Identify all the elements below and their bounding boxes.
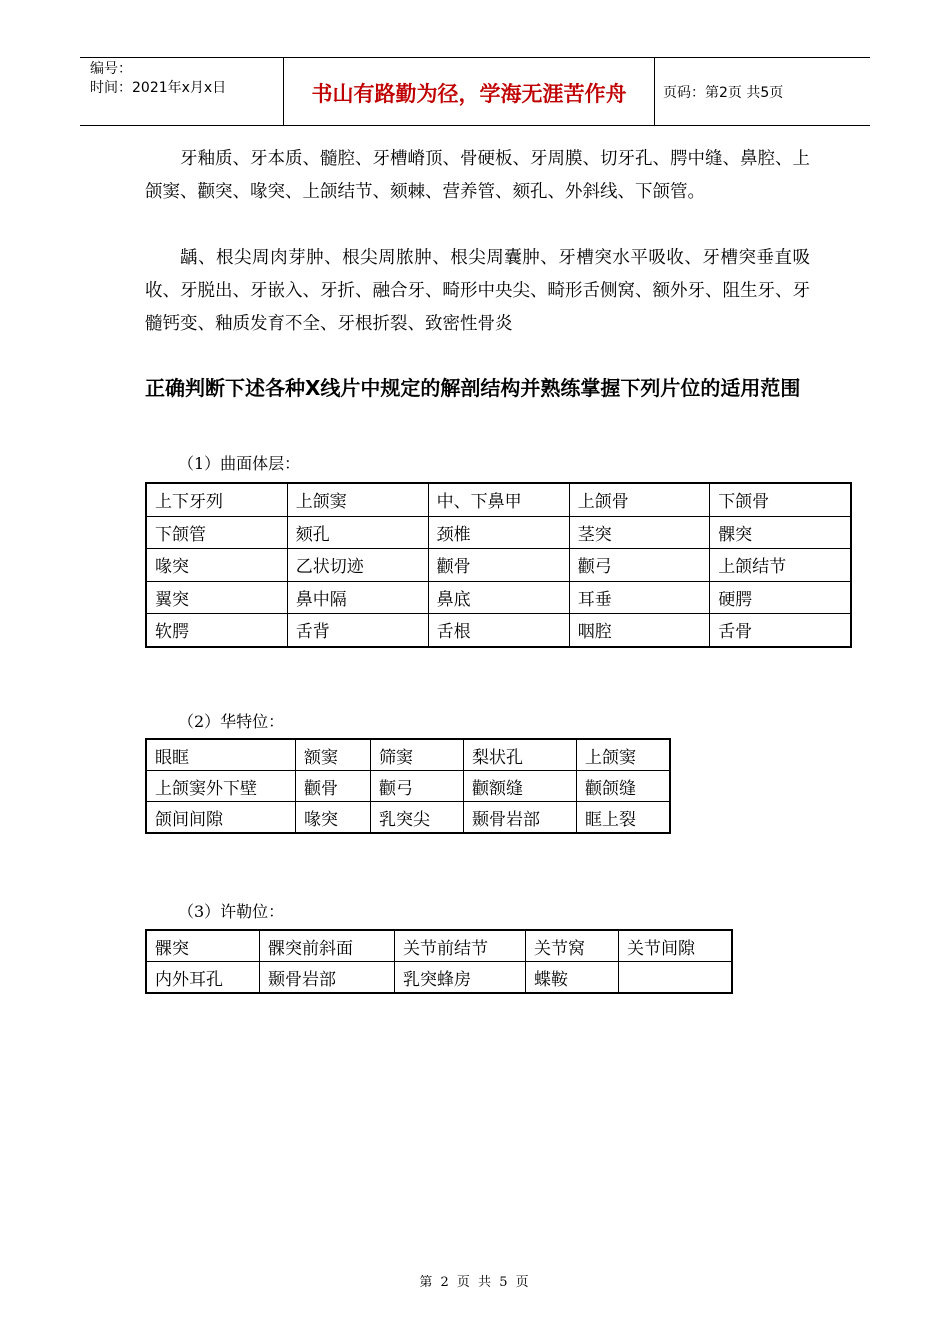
section2-label: （2）华特位： xyxy=(178,712,285,731)
table-cell: 咽腔 xyxy=(569,614,709,647)
table-cell: 颞骨岩部 xyxy=(464,802,577,834)
paragraph-pathology-terms: 龋、根尖周肉芽肿、根尖周脓肿、根尖周囊肿、牙槽突水平吸收、牙槽突垂直吸收、牙脱出、牙嵌入、牙折、融合牙、畸形中央尖、畸形舌侧窝、额外牙、阻生牙、牙髓钙变、釉质发育不全、牙根折裂、致密性骨炎 xyxy=(145,248,810,334)
table-cell: 髁突 xyxy=(710,516,851,549)
table-cell: 下颌管 xyxy=(146,516,287,549)
table-cell: 筛窦 xyxy=(371,739,464,771)
table-cell: 颧弓 xyxy=(371,771,464,802)
table-row xyxy=(146,962,732,994)
table-cell: 上颌结节 xyxy=(710,549,851,582)
table-cell: 眶上裂 xyxy=(577,802,671,834)
table-cell: 髁突 xyxy=(146,930,260,962)
table-cell xyxy=(619,962,733,994)
table-cell: 颧骨 xyxy=(428,549,569,582)
table-cell: 乳突尖 xyxy=(371,802,464,834)
table-cell: 乙状切迹 xyxy=(287,549,428,582)
table-cell: 乳突蜂房 xyxy=(395,962,526,994)
table-cell: 颈椎 xyxy=(428,516,569,549)
table-cell: 舌骨 xyxy=(710,614,851,647)
section3-label: （3）许勒位： xyxy=(178,902,285,921)
table-cell: 翼突 xyxy=(146,581,287,614)
footer-page-number: 第 2 页 共 5 页 xyxy=(419,1275,531,1290)
table-cell: 舌背 xyxy=(287,614,428,647)
table-cell: 梨状孔 xyxy=(464,739,577,771)
header-divider-right xyxy=(654,57,655,125)
header-page-info: 页码：第2页 共5页 xyxy=(663,85,784,101)
table-row xyxy=(146,771,670,802)
table-cell: 内外耳孔 xyxy=(146,962,260,994)
table-panoramic xyxy=(145,482,852,648)
table-cell: 上颌窦外下壁 xyxy=(146,771,296,802)
table-cell: 关节前结节 xyxy=(395,930,526,962)
section1-label: （1）曲面体层： xyxy=(178,454,301,473)
table-cell: 眼眶 xyxy=(146,739,296,771)
table-cell: 软腭 xyxy=(146,614,287,647)
table-cell: 蝶鞍 xyxy=(526,962,619,994)
table-cell: 上颌窦 xyxy=(577,739,671,771)
table-schuller-view xyxy=(145,929,733,994)
header-bottom-rule xyxy=(80,125,870,126)
table-cell: 颌间间隙 xyxy=(146,802,296,834)
table-cell: 额窦 xyxy=(296,739,371,771)
header-meta xyxy=(90,60,226,98)
table-cell: 上下牙列 xyxy=(146,483,287,516)
section-heading: 正确判断下述各种X线片中规定的解剖结构并熟练掌握下列片位的适用范围 xyxy=(145,376,801,400)
table-cell: 硬腭 xyxy=(710,581,851,614)
table-cell: 上颌窦 xyxy=(287,483,428,516)
table-cell: 鼻中隔 xyxy=(287,581,428,614)
table-cell: 中、下鼻甲 xyxy=(428,483,569,516)
table-cell: 舌根 xyxy=(428,614,569,647)
table-row xyxy=(146,739,670,771)
table-cell: 茎突 xyxy=(569,516,709,549)
table-cell: 耳垂 xyxy=(569,581,709,614)
table-cell: 颧颌缝 xyxy=(577,771,671,802)
table-cell: 鼻底 xyxy=(428,581,569,614)
table-row xyxy=(146,483,851,516)
table-cell: 颧骨 xyxy=(296,771,371,802)
header-divider-left xyxy=(283,57,284,125)
table-cell: 上颌骨 xyxy=(569,483,709,516)
document-number: 编号： xyxy=(90,61,132,77)
table-cell: 髁突前斜面 xyxy=(260,930,395,962)
table-cell: 喙突 xyxy=(296,802,371,834)
table-row xyxy=(146,581,851,614)
table-cell: 颏孔 xyxy=(287,516,428,549)
table-row xyxy=(146,614,851,647)
header-motto: 书山有路勤为径，学海无涯苦作舟 xyxy=(311,81,627,106)
table-row xyxy=(146,802,670,834)
paragraph-anatomy-terms: 牙釉质、牙本质、髓腔、牙槽嵴顶、骨硬板、牙周膜、切牙孔、腭中缝、鼻腔、上颌窦、颧突、喙突、上颌结节、颏棘、营养管、颏孔、外斜线、下颌管。 xyxy=(145,149,810,202)
table-cell: 颧弓 xyxy=(569,549,709,582)
document-time: 时间：2021年x月x日 xyxy=(90,80,227,96)
table-cell: 下颌骨 xyxy=(710,483,851,516)
table-row xyxy=(146,930,732,962)
header-top-rule xyxy=(80,57,870,58)
table-row xyxy=(146,516,851,549)
table-cell: 喙突 xyxy=(146,549,287,582)
table-cell: 关节间隙 xyxy=(619,930,733,962)
table-row xyxy=(146,549,851,582)
table-cell: 颞骨岩部 xyxy=(260,962,395,994)
table-waters-view xyxy=(145,738,671,834)
table-cell: 颧额缝 xyxy=(464,771,577,802)
table-cell: 关节窝 xyxy=(526,930,619,962)
